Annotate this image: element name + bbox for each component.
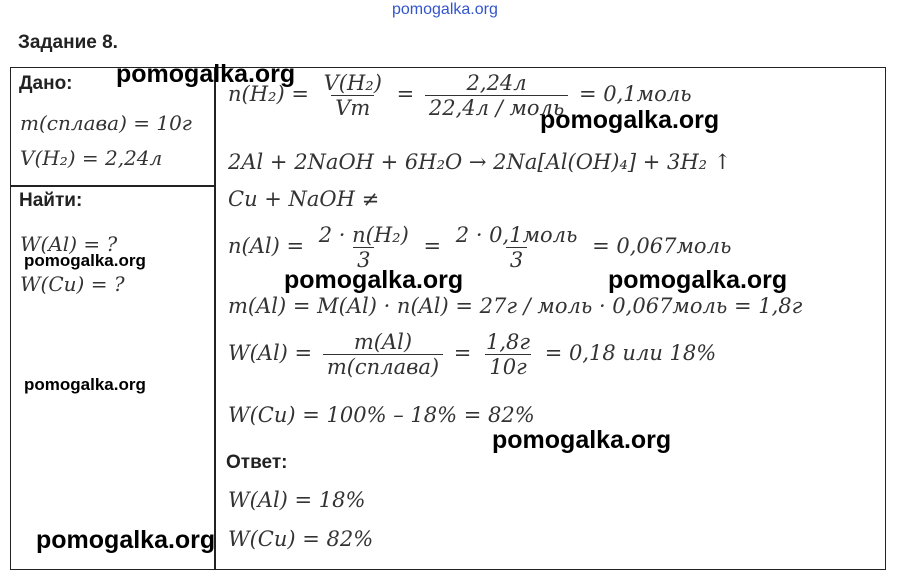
formula-w-cu: W(Cu) = 100% – 18% = 82% [228, 403, 535, 427]
fraction-numerator: 2,24л [466, 71, 527, 95]
fraction-numerator: 2 · n(H₂) [318, 223, 409, 247]
fraction [452, 223, 582, 272]
find-label: Найти: [19, 190, 83, 211]
equals-sign: = [423, 234, 442, 258]
fraction-denominator: 22,4л / моль [425, 95, 568, 120]
watermark: pomogalka.org [284, 266, 464, 294]
formula-result: = 0,067моль [592, 234, 732, 258]
answer-w-al: W(Al) = 18% [228, 488, 366, 512]
formula-m-al: m(Al) = M(Al) · n(Al) = 27г / моль · 0,067моль = 1,8г [228, 294, 803, 318]
fraction-numerator: 2 · 0,1моль [455, 223, 578, 247]
watermark: pomogalka.org [116, 60, 296, 88]
table-divider-horizontal [10, 185, 215, 187]
find-w-cu: W(Cu) = ? [20, 272, 125, 296]
answer-label: Ответ: [226, 452, 288, 473]
formula-n-al [228, 223, 731, 272]
fraction-numerator: V(H₂) [323, 71, 382, 95]
equals-sign: = [453, 341, 472, 365]
fraction [320, 71, 386, 120]
reaction-cu-naoh: Cu + NaOH ≠ [228, 187, 380, 211]
watermark: pomogalka.org [36, 526, 216, 554]
table-divider-vertical [214, 67, 216, 570]
watermark: pomogalka.org [608, 266, 788, 294]
solution-table [10, 67, 886, 570]
fraction-denominator: 10г [485, 354, 530, 379]
formula-lhs: n(H₂) = [228, 82, 309, 106]
fraction-denominator: Vm [331, 95, 374, 120]
fraction-denominator: m(сплава) [323, 354, 443, 379]
given-volume-h2: V(H₂) = 2,24л [20, 146, 163, 170]
watermark: pomogalka.org [540, 106, 720, 134]
given-label: Дано: [19, 73, 73, 94]
formula-result: = 0,1моль [579, 82, 692, 106]
fraction-numerator: m(Al) [353, 330, 413, 354]
answer-w-cu: W(Cu) = 82% [228, 527, 374, 551]
given-mass-alloy: m(сплава) = 10г [20, 111, 192, 135]
formula-w-al [228, 330, 716, 379]
watermark: pomogalka.org [24, 251, 146, 270]
fraction-denominator: 3 [506, 247, 527, 272]
formula-result: = 0,18 или 18% [544, 341, 717, 365]
task-title: Задание 8. [18, 32, 118, 53]
find-w-al: W(Al) = ? [20, 232, 118, 256]
watermark: pomogalka.org [24, 375, 146, 394]
fraction [315, 223, 413, 272]
formula-lhs: n(Al) = [228, 234, 305, 258]
fraction-numerator: 1,8г [486, 330, 531, 354]
site-link[interactable]: pomogalka.org [392, 1, 498, 18]
reaction-al-naoh: 2Al + 2NaOH + 6H₂O → 2Na[Al(OH)₄] + 3H₂ ↑ [228, 150, 732, 174]
watermark: pomogalka.org [492, 426, 672, 454]
formula-lhs: W(Al) = [228, 341, 313, 365]
fraction [482, 330, 534, 379]
equals-sign: = [396, 82, 415, 106]
fraction [323, 330, 443, 379]
fraction-denominator: 3 [353, 247, 374, 272]
